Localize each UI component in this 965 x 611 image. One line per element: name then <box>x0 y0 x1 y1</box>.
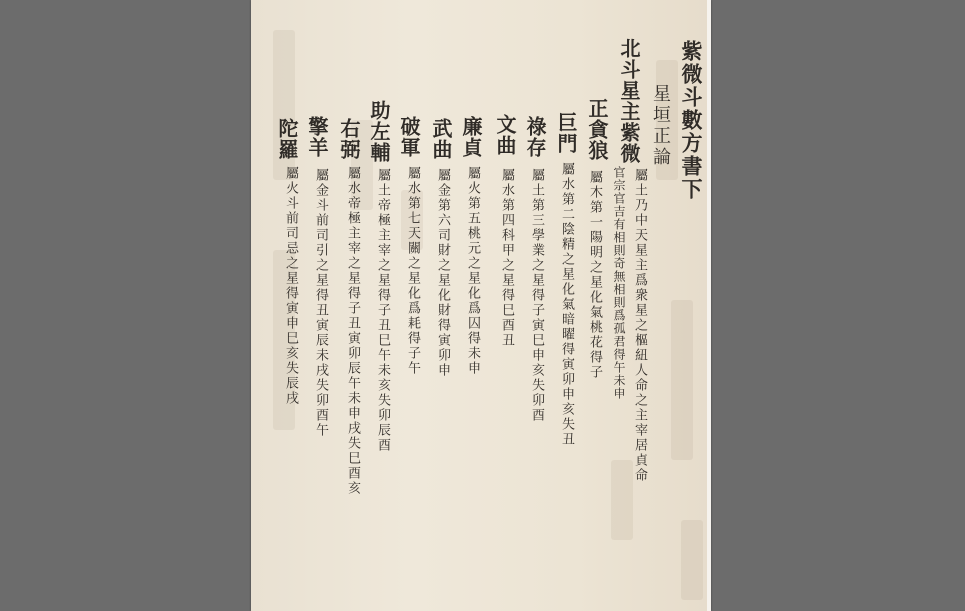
entry-heading: 擎羊 <box>305 116 329 158</box>
entry-text: 屬木第一陽明之星化氣桃花得子 <box>587 170 602 380</box>
entry-heading: 廉貞 <box>459 116 483 158</box>
entry-text: 屬水帝極主宰之星得子丑寅卯辰午未申戌失巳酉亥 <box>345 166 360 496</box>
entry-note: 官宗官吉有相則奇無相則爲孤君得午未申 <box>612 166 626 400</box>
entry-text: 屬金斗前司引之星得丑寅辰未戌失卯酉午 <box>313 168 328 438</box>
entry-heading: 文曲 <box>493 114 517 156</box>
entry-text: 屬火第五桃元之星化爲囚得未申 <box>465 166 480 376</box>
page-edge <box>707 0 711 611</box>
entry-heading: 武曲 <box>429 118 453 160</box>
entry-heading: 助左輔 <box>367 100 391 163</box>
section-title: 星垣正論 <box>650 84 671 168</box>
book-page <box>251 0 711 611</box>
entry-heading: 陀羅 <box>275 118 299 160</box>
entry-heading: 正貪狼 <box>585 98 609 161</box>
entry-text: 屬土帝極主宰之星得子丑巳午未亥失卯辰酉 <box>375 168 390 453</box>
entry-heading: 巨門 <box>554 112 578 154</box>
entry-text: 屬水第四科甲之星得巳酉丑 <box>499 168 514 348</box>
entry-heading: 北斗星主紫微 <box>617 38 641 164</box>
entry-heading: 右弼 <box>337 118 361 160</box>
entry-text: 屬火斗前司忌之星得寅申巳亥失辰戌 <box>283 166 298 406</box>
entry-text: 屬水第七天關之星化爲耗得子午 <box>405 166 420 376</box>
entry-heading: 破軍 <box>397 116 421 158</box>
entry-text: 屬土第三學業之星得子寅巳申亥失卯酉 <box>529 168 544 423</box>
entry-text: 屬土乃中天星主爲衆星之樞紐人命之主宰居貞命 <box>632 168 647 483</box>
entry-heading: 祿存 <box>523 116 547 158</box>
entry-text: 屬水第二陰精之星化氣暗曜得寅卯申亥失丑 <box>559 162 574 447</box>
book-title: 紫微斗數方書下 <box>679 40 704 201</box>
entry-text: 屬金第六司財之星化財得寅卯申 <box>435 168 450 378</box>
